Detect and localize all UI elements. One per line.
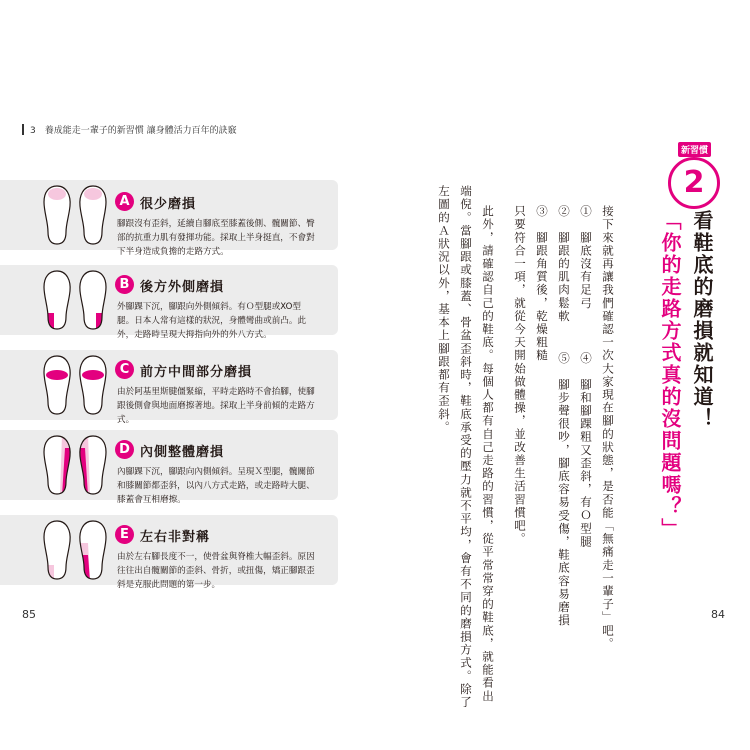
section-d-panel <box>0 430 338 505</box>
section-e-title: 左右非對稱 <box>140 530 211 545</box>
body-paragraph-2: 只要符合一項，就從今天開始做體操，並改善生活習慣吧。 <box>513 205 527 546</box>
shoe-sole-icon <box>40 354 110 416</box>
body-list-item-2: ② 腳跟的肌肉鬆軟 <box>557 205 571 323</box>
body-list-item-4: ④ 腳和腳踝粗又歪斜，有Ｏ型腿 <box>579 352 593 549</box>
section-b-badge: B <box>115 275 134 294</box>
section-d-badge: D <box>115 440 134 459</box>
section-b-title: 後方外側磨損 <box>140 280 225 295</box>
section-c-badge: C <box>115 360 134 379</box>
body-paragraph-3-col2: 端倪。當腳跟或膝蓋、骨盆歪斜時，鞋底承受的壓力就不平均，會有不同的磨損方式。除了 <box>459 185 473 709</box>
section-a-body: 腳跟沒有歪斜，延續自腳底至膝蓋後側、髖關節、臀部的抗重力肌有發揮功能。採取上半身挺直，不會對下半身造成負擔的走路方式。 <box>117 219 315 257</box>
section-a-title: 很少磨損 <box>140 197 197 212</box>
section-c-title: 前方中間部分磨損 <box>140 365 253 380</box>
shoe-sole-icon <box>40 184 110 246</box>
body-paragraph-3-col1: 此外，請確認自己的鞋底。每個人都有自己走路的習慣，從平常常穿的鞋底，就能看出 <box>481 205 495 703</box>
section-a-badge: A <box>115 192 134 211</box>
habit-number-badge: 2 <box>668 157 720 209</box>
section-b-body: 外腳踝下沉，腳跟向外側傾斜。有Ｏ型腿或XO型腿。日本人常有這樣的狀況，身體彎曲或前凸。此外，走路時呈現大拇指向外的外八方式。 <box>117 302 307 340</box>
shoe-sole-icon <box>40 519 110 581</box>
shoe-sole-icon <box>40 269 110 331</box>
section-a-panel <box>0 180 338 257</box>
body-intro-col1: 接下來就再讓我們確認一次大家現在腳的狀態，是否能「無痛走一輩子」吧。 <box>601 205 615 651</box>
section-e-body: 由於左右腳長度不一，使骨盆與脊椎大幅歪斜。原因往往出自髖關節的歪斜、骨折，或扭傷，矯正腳跟歪斜是克服此問題的第一步。 <box>117 552 315 590</box>
section-b-panel <box>0 265 338 340</box>
new-habit-label: 新習慣 <box>678 142 711 157</box>
body-list-item-1: ① 腳底沒有足弓 <box>579 205 593 310</box>
body-list-item-3: ③ 腳跟角質後，乾燥粗糙 <box>535 205 549 363</box>
page-number-right: 84 <box>711 608 725 621</box>
section-e-badge: E <box>115 525 134 544</box>
section-e-panel <box>0 515 338 590</box>
header-bar <box>22 124 24 135</box>
section-d-body: 內腳踝下沉，腳跟向內側傾斜。呈現Ｘ型腿，髖關節和膝關節都歪斜，以內八方式走路，或走路時大腿、膝蓋會互相磨擦。 <box>117 467 315 505</box>
body-list-item-5: ⑤ 腳步聲很吵，腳底容易受傷，鞋底容易磨損 <box>557 352 571 628</box>
section-d-title: 內側整體磨損 <box>140 445 225 460</box>
body-paragraph-3-col3: 左圖的Ａ狀況以外，基本上腳跟都有歪斜。 <box>437 185 451 434</box>
page-title-line1: 看鞋底的磨損就知道！ <box>690 210 714 430</box>
page-number-left: 85 <box>22 608 36 621</box>
header-text: 3 養成能走一輩子的新習慣 讓身體活力百年的訣竅 <box>30 126 237 136</box>
page-title-line2: 「你的走路方式真的沒問題嗎？」 <box>658 210 682 540</box>
shoe-sole-icon <box>40 434 110 496</box>
section-c-body: 由於阿基里斯腱僵緊縮，平時走路時不會抬腳，使腳跟後側會與地面磨擦著地。採取上半身前傾的走路方式。 <box>117 387 315 425</box>
section-c-panel <box>0 350 338 425</box>
running-header <box>22 123 237 136</box>
